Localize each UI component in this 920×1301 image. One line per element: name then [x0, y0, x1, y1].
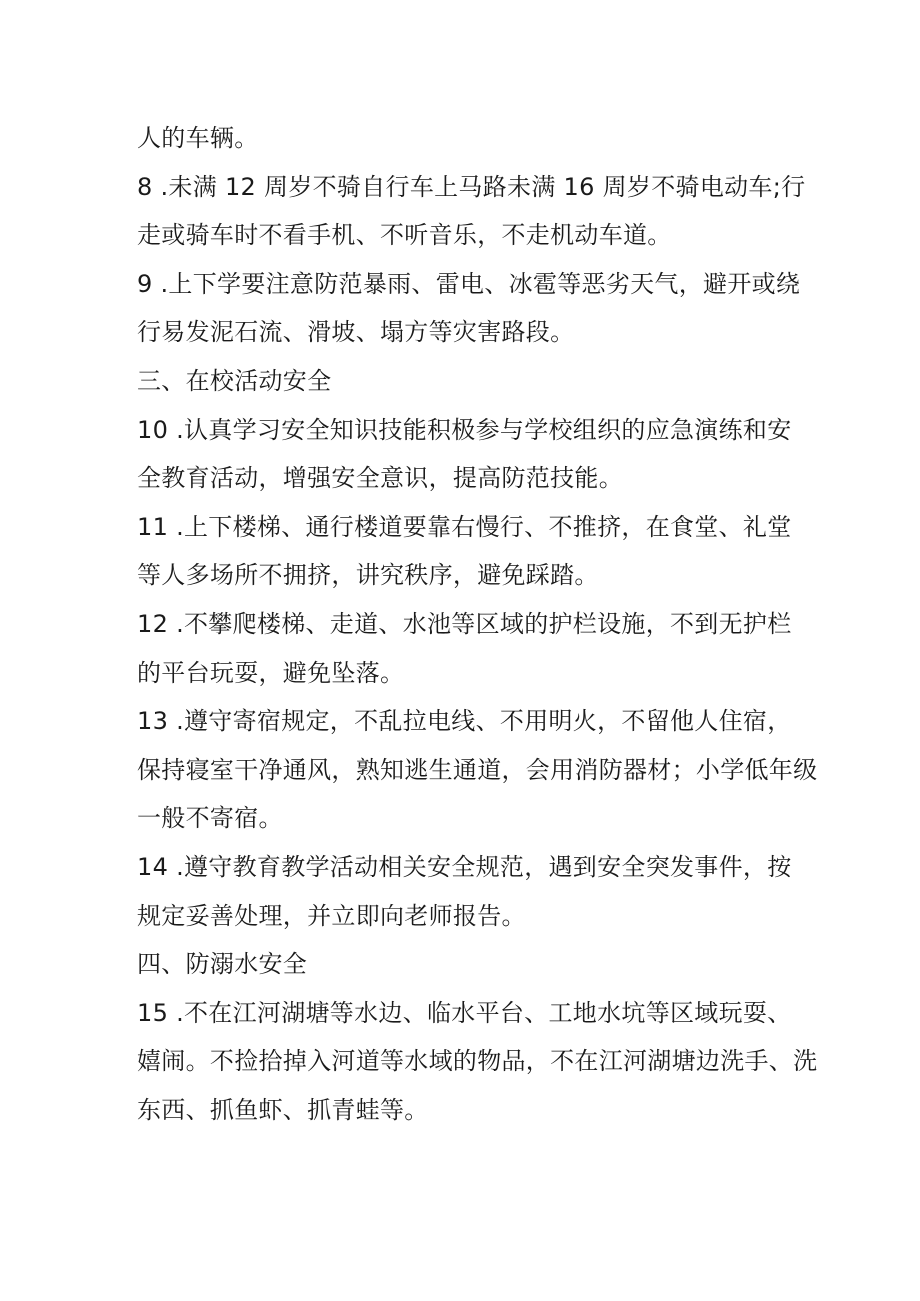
item-14-line-2: 规定妥善处理，并立即向老师报告。: [137, 901, 526, 930]
item-12-line-1: 12 .不攀爬楼梯、走道、水池等区域的护栏设施，不到无护栏: [137, 609, 792, 638]
item-13-line-3: 一般不寄宿。: [137, 804, 283, 833]
item-13-line-1: 13 .遵守寄宿规定，不乱拉电线、不用明火，不留他人住宿，: [137, 707, 792, 736]
item-12-line-2: 的平台玩耍，避免坠落。: [137, 658, 405, 687]
document-body: [137, 114, 818, 1134]
item-15-line-2: 嬉闹。不捡拾掉入河道等水域的物品，不在江河湖塘边洗手、洗: [137, 1047, 818, 1076]
item-9-line-1: 9 .上下学要注意防范暴雨、雷电、冰雹等恶劣天气，避开或绕: [137, 269, 801, 298]
item-8-line-2: 走或骑车时不看手机、不听音乐，不走机动车道。: [137, 221, 672, 250]
section-heading-drowning-prevention: 四、防溺水安全: [137, 950, 308, 979]
item-8-line-1: 8 .未满 12 周岁不骑自行车上马路未满 16 周岁不骑电动车;行: [137, 172, 806, 201]
item-10-line-1: 10 .认真学习安全知识技能积极参与学校组织的应急演练和安: [137, 415, 792, 444]
text-line-continuation: 人的车辆。: [137, 124, 259, 152]
section-heading-school-activity: 三、在校活动安全: [137, 366, 332, 395]
item-10-line-2: 全教育活动，增强安全意识，提高防范技能。: [137, 464, 623, 493]
item-15-line-1: 15 .不在江河湖塘等水边、临水平台、工地水坑等区域玩耍、: [137, 998, 792, 1027]
item-15-line-3: 东西、抓鱼虾、抓青蛙等。: [137, 1095, 429, 1124]
item-14-line-1: 14 .遵守教育教学活动相关安全规范，遇到安全突发事件，按: [137, 852, 792, 881]
item-11-line-1: 11 .上下楼梯、通行楼道要靠右慢行、不推挤，在食堂、礼堂: [137, 512, 792, 541]
item-13-line-2: 保持寝室干净通风，熟知逃生通道，会用消防器材；小学低年级: [137, 755, 818, 784]
item-9-line-2: 行易发泥石流、滑坡、塌方等灾害路段。: [137, 318, 575, 347]
item-11-line-2: 等人多场所不拥挤，讲究秩序，避免踩踏。: [137, 561, 599, 590]
